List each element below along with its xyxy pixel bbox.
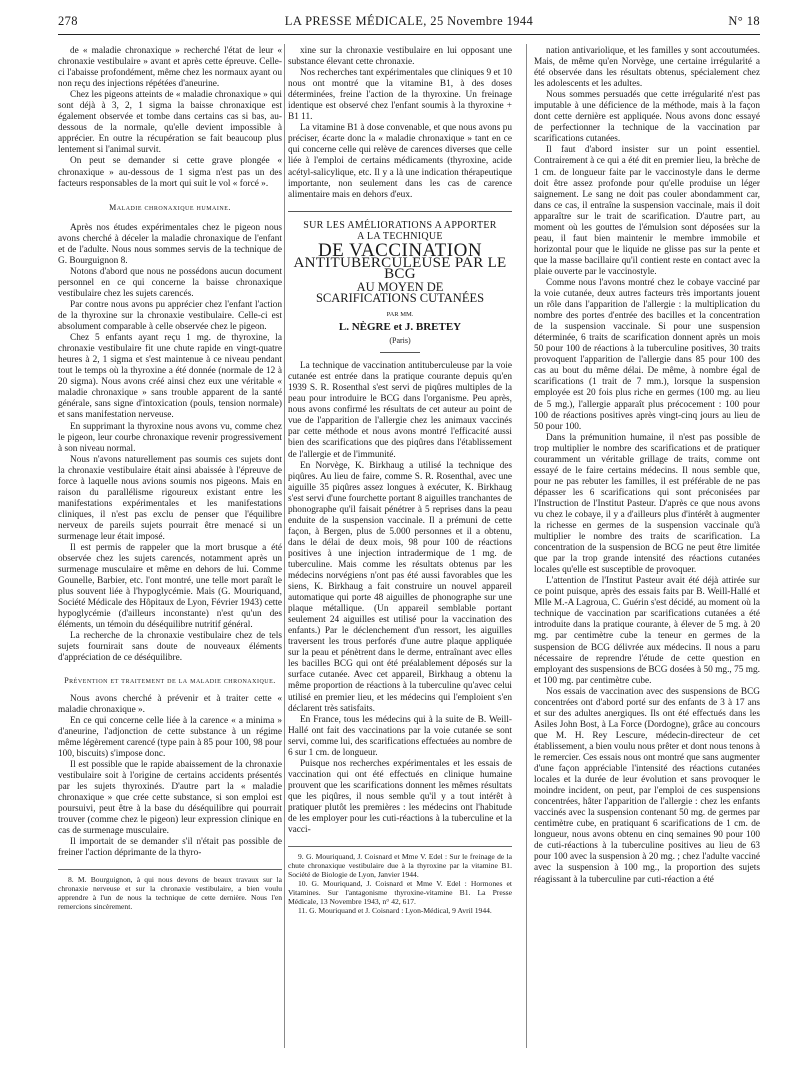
footnote: 9. G. Mouriquand, J. Coisnard et Mme V. Edel : Sur le freinage de la chute chronaxique vestibulaire due à la thyroxine par la vitamine B1. Société de Biologie de Lyon, Janvier 1944. [288,852,512,880]
paragraph: L'attention de l'Institut Pasteur avait été déjà attirée sur ce point puisque, après des essais faits par B. Weill-Hallé et Mlle M.-A Lagroua, C. Guérin s'est décidé, au moment où la technique de vaccination par scarifications cutanées a été introduite dans la pratique courante, à élever de 5 mg. à 20 mg. par centimètre cube la teneur en germes de la suspension de BCG délivrée aux médecins. Il nous a paru nécessaire de reprendre l'étude de cette question en employant des suspensions de BCG dosées à 50 mg., 75 mg. et 100 mg. par centimètre cube. [534,576,760,686]
paragraph: La technique de vaccination antituberculeuse par la voie cutanée est entrée dans la pratique courante depuis qu'en 1939 S. R. Rosenthal s'est servi de piqûres multiples de la peau pour introduire le BCG dans l'organisme. Peu après, nous avons confirmé les résultats de cet auteur au point de vue de l'apparition de l'allergie chez les animaux vaccinés par cette méthode et nous avons montré l'efficacité aussi bien des scarifications que des piqûres dans l'établissement de l'allergie et de l'immunité. [288,361,512,460]
paragraph: Nous sommes persuadés que cette irrégularité n'est pas imputable à une déficience de la méthode, mais à la façon dont cette dernière est appliquée. Nous avons donc essayé de perfectionner la technique de la vaccination par scarifications cutanées. [534,90,760,145]
article-title-line: A LA TECHNIQUE [357,230,443,242]
paragraph: La recherche de la chronaxie vestibulaire chez de tels sujets fournirait sans doute de nouveaux éléments d'appréciation de ce déséquilibre. [58,631,282,664]
footnote: 10. G. Mouriquand, J. Coisnard et Mme V. Edel : Hormones et Vitamines. Sur l'antagonisme thyroxine-vitamine B1. La Presse Médicale, 13 Novembre 1943, n° 42, 617. [288,879,512,907]
paragraph: Par contre nous avons pu apprécier chez l'enfant l'action de la thyroxine sur la chronaxie vestibulaire. Celle-ci est absolument comparable à celle observée chez le pigeon. [58,299,282,333]
section-heading: Prévention et traitement de la maladie chronaxique. [64,675,276,685]
paragraph: Nous n'avons naturellement pas soumis ces sujets dont la chronaxie vestibulaire était ainsi abaissée à l'épreuve de force à laquelle nous avions soumis nos pigeons. Mais en raison du parallélisme rigoureux existant entre les manifestations expérimentales et les manifestations cliniques, il n'est pas exclu de penser que l'équilibre nerveux de pareils sujets pourrait être menacé si un surmenage leur était imposé. [58,454,282,542]
article-title-line: SUR LES AMÉLIORATIONS A APPORTER [303,219,497,231]
page-header [58,14,760,32]
footnotes [58,869,282,911]
paragraph: Puisque nos recherches expérimentales et les essais de vaccination qui ont été effectués en clinique humaine prouvent que les scarifications donnent les mêmes résultats que les piqûres, il nous semble qu'il y a tout intérêt à pratiquer plutôt les premières : les médecins ont l'habitude de les employer pour les cuti-réactions à la tuberculine et la vacci- [288,758,512,836]
section-heading: Maladie chronaxique humaine. [109,202,231,212]
paragraph: Comme nous l'avons montré chez le cobaye vacciné par la voie cutanée, deux autres facteurs très importants jouent un rôle dans l'apparition de l'allergie : la multiplication du nombre des portes d'entrée des bacilles et la concentration de la suspension vaccinale. Si pour une suspension déterminée, 6 traits de scarification donnent après un mois 50 pour 100 de réactions à la tuberculine positives, 30 traits provoquent l'apparition de l'allergie dans 85 pour 100 des cas au bout du même délai. De même, à nombre égal de scarifications (1 trait de 7 mm.), lorsque la suspension employée est 20 fois plus riche en germes (100 mg. au lieu de 5 mg.), l'allergie apparaît plus précocement : 100 pour 100 de réactions positives après vingt-cinq jours au lieu de 50 pour 100. [534,277,760,432]
author-location: (Paris) [389,336,411,346]
paragraph: Nos recherches tant expérimentales que cliniques 9 et 10 nous ont montré que la vitamine B1, à des doses déterminées, freine l'action de la thyroxine. Un freinage identique est observé chez l'enfant soumis à la thyroxine + B1 11. [288,68,512,123]
footnote: 8. M. Bourguignon, à qui nous devons de beaux travaux sur la chronaxie nerveuse et sur la chronaxie vestibulaire, a bien voulu apprendre à l'un de nous la technique de cette dernière. Nous l'en remercions sincèrement. [58,875,282,912]
header-rule [58,34,760,35]
column-divider [526,44,527,1048]
paragraph: Il est possible que le rapide abaissement de la chronaxie vestibulaire soit à l'origine de certains accidents présentés par les sujets thyroxinés. D'autre part la « maladie chronaxique » que crée cette substance, si son emploi est poursuivi, peut être à la base du déséquilibre qui pourrait trouver (comme chez le pigeon) leur expression clinique en cas de surmenage musculaire. [58,759,282,837]
footnotes [288,846,512,915]
paragraph: En France, tous les médecins qui à la suite de B. Weill-Hallé ont fait des vaccinations par la voie cutanée se sont servi, comme lui, des scarifications effectuées au nombre de 6 sur 1 cm. de longueur. [288,714,512,758]
paragraph: Chez 5 enfants ayant reçu 1 mg. de thyroxine, la chronaxie vestibulaire fit une chute rapide en vingt-quatre heures à 2, 1 sigma et s'est maintenue à ce niveau pendant tout le temps où la thyroxine a été donnée (normale de 12 à 20 sigma). Nous avons créé ainsi chez eux une véritable « maladie chronaxique » sans trouble apparent de la santé générale, sans signe d'intoxication (pouls, tension normale) et sans manifestation nerveuse. [58,333,282,421]
paragraph: Notons d'abord que nous ne possédons aucun document personnel en ce qui concerne la baisse chronaxique vestibulaire chez les sujets carencés. [58,266,282,299]
paragraph: Nous avons cherché à prévenir et à traiter cette « maladie chronaxique ». [58,693,282,715]
column-3 [534,46,760,886]
article-title-block [288,211,512,353]
paragraph: Chez les pigeons atteints de « maladie chronaxique » qui sont déjà à 3, 2, 1 sigma la baisse chronaxique est également observée et tombe dans certains cas si bas, au-dessous de la normale, qu'elle devient impossible à apprécier. En outre la récupération se fait beaucoup plus lentement si l'animal survit. [58,90,282,156]
paragraph: En ce qui concerne celle liée à la carence « a minima » d'aneurine, l'adjonction de cette substance à un régime même légèrement carencé (type pain à 85 pour 100, 98 pour 100, biscuits) s'impose donc. [58,715,282,759]
paragraph: En Norvège, K. Birkhaug a utilisé la technique des piqûres. Au lieu de faire, comme S. R. Rosenthal, avec une aiguille 35 piqûres assez longues à exécuter, K. Birkhaug s'est servi d'une fourchette portant 8 aiguilles tranchantes de phonographe qu'il faisait pénétrer à 5 reprises dans la peau enduite de la suspension vaccinale. Il a prémuni de cette façon, à Bergen, plus de 5.000 personnes et il a obtenu, dans le délai de deux mois, 98 pour 100 de réactions positives à une injection intradermique de 1 mg. de tuberculine. Mais comme les résultats obtenus par les médecins norvégiens n'ont pas été aussi favorables que les siens, K. Birkhaug a fait construire un nouvel appareil automatique qui porte 48 aiguilles de phonographe sur une plaque métallique. (Un appareil semblable portant seulement 24 aiguilles est utilisé pour la vaccination des enfants.) Par le déclenchement d'un ressort, les aiguilles traversent les trous perforés d'une autre plaque appliquée sur la peau et pénètrent dans le derme, entraînant avec elles les bacilles BCG qui ont été préalablement déposés sur la surface cutanée. Avec cet appareil, Birkhaug a obtenu la même proportion de réactions à la tuberculine qu'avec celui utilisé en premier lieu, et les médecins qui l'emploient s'en déclarent très satisfaits. [288,460,512,714]
paragraph: nation antivariolique, et les familles y sont accoutumées. Mais, de même qu'en Norvège, une certaine irrégularité a été observée dans les résultats obtenus, spécialement chez les adolescents et les adultes. [534,46,760,90]
authors: L. NÈGRE et J. BRETEY [338,321,462,334]
paragraph: xine sur la chronaxie vestibulaire en lui opposant une substance élevant cette chronaxie. [288,46,512,68]
paragraph: de « maladie chronaxique » recherché l'état de leur « chronaxie vestibulaire » avant et après cette épreuve. Celle-ci l'abaisse profondément, même chez les normaux ayant ou non reçu des injections répétées d'aneurine. [58,46,282,90]
paragraph: Il importait de se demander s'il n'était pas possible de freiner l'action déprimante de la thyro- [58,837,282,859]
footnote: 11. G. Mouriquand et J. Coisnard : Lyon-Médical, 9 Avril 1944. [298,906,492,916]
separator [380,352,420,353]
paragraph: Dans la prémunition humaine, il n'est pas possible de trop multiplier le nombre des scarifications et de pratiquer couramment un véritable grillage de traits, comme ont essayé de le faire certains médecins. Il nous semble que, pour ne pas rebuter les familles, il est préférable de ne pas dépasser les 6 scarifications qui sont préconisées par l'Instruction de l'Institut Pasteur. D'après ce que nous avons vu chez le cobaye, il y a d'ailleurs plus d'intérêt à augmenter la richesse en germes de la suspension vaccinale qu'à multiplier le nombre des traits de scarification. La concentration de la suspension de BCG ne peut être limitée que par la trop grande intensité des réactions cutanées locales qu'elle est susceptible de provoquer. [534,432,760,576]
paragraph: Après nos études expérimentales chez le pigeon nous avons cherché à déceler la maladie chronaxique de l'enfant et de l'adulte. Nous nous sommes servis de la technique de G. Bourguignon 8. [58,222,282,266]
paragraph: Nos essais de vaccination avec des suspensions de BCG concentrées ont d'abord porté sur des enfants de 3 à 17 ans et sur des adultes anergiques. Ils ont été effectués dans les Asiles John Bost, à La Force (Dordogne), grâce au concours que M. H. Rey Lescure, médecin-directeur de cet établissement, a bien voulu nous prêter et dont nous tenons à le remercier. Ces essais nous ont montré que sans augmenter d'une façon appréciable l'intensité des réactions cutanées locales et la durée de leur évolution et sans provoquer le moindre incident, on peut, par l'emploi de ces suspensions concentrées, hâter l'apparition de l'allergie : chez les enfants vaccinés avec la suspension contenant 50 mg. de germes par centimètre cube, en pratiquant 6 scarifications de 1 cm. de longueur, nous avons obtenu en cinq semaines 90 pour 100 de cuti-réactions à la tuberculine positives au lieu de 63 pour 100 avec la suspension à 20 mg. ; chez l'adulte vacciné avec la suspension à 100 mg., la proportion des sujets réagissant à la tuberculine par cuti-réaction a été [534,686,760,885]
title-rule [288,211,512,212]
column-divider [284,44,285,1048]
page-number: 278 [58,14,78,28]
paragraph: En supprimant la thyroxine nous avons vu, comme chez le pigeon, leur courbe chronaxique revenir progressivement à son niveau normal. [58,421,282,454]
article-title-line: AU MOYEN DE [356,279,444,294]
article-title-line: DE VACCINATION [317,239,483,261]
byline-prefix: PAR MM. [386,310,414,318]
paragraph: Il faut d'abord insister sur un point essentiel. Contrairement à ce qui a été dit en premier lieu, la brèche de 1 cm. de longueur faite par le vaccinostyle dans le derme doit être assez profonde pour qu'elle produise un léger saignement. Le sang ne doit pas couler abondamment car, dans ce cas, il entraîne la suspension vaccinale, mais il doit apparaître sur le trait de scarification. D'autre part, au moment où les gouttes de l'émulsion sont déposées sur la peau, il faut bien maintenir le membre immobile et horizontal pour que le liquide ne glisse pas sur la pente et que la masse bacillaire qu'il contient reste en contact avec la plaie ouverte par le vaccinostyle. [534,145,760,277]
issue-number: N° 18 [728,14,760,28]
paragraph: Il est permis de rappeler que la mort brusque a été observée chez les sujets carencés, notamment après un surmenage musculaire et même en dehors de lui. Comme Gounelle, Barbier, etc. l'ont montré, une telle mort paraît le plus souvent liée à l'hypoglycémie. Mais (G. Mouriquand, Société Médicale des Hôpitaux de Lyon, Février 1943) cette hypoglycémie (d'ailleurs inconstante) n'est qu'un des éléments, un témoin du déséquilibre nutritif général. [58,543,282,631]
article-title-line: ANTITUBERCULEUSE PAR LE BCG [293,254,507,282]
article-title-line: SCARIFICATIONS CUTANÉES [315,290,485,305]
column-1 [58,46,282,911]
journal-title: LA PRESSE MÉDICALE, 25 Novembre 1944 [284,14,534,28]
paragraph: On peut se demander si cette grave plongée « chronaxique » au-dessous de 1 sigma n'est pas un des facteurs responsables de la mort qui suit le vol « forcé ». [58,156,282,189]
paragraph: La vitamine B1 à dose convenable, et que nous avons pu préciser, écarte donc la « maladie chronaxique » tant en ce qui concerne celle qui relève de carences diverses que celle liée à l'emploi de certains médicaments (thyroxine, acide acétyl-salicylique, etc. Il y a là une indication thérapeutique importante, non seulement dans les cas de carence alimentaire mais en dehors d'eux. [288,123,512,200]
column-2 [288,46,512,915]
